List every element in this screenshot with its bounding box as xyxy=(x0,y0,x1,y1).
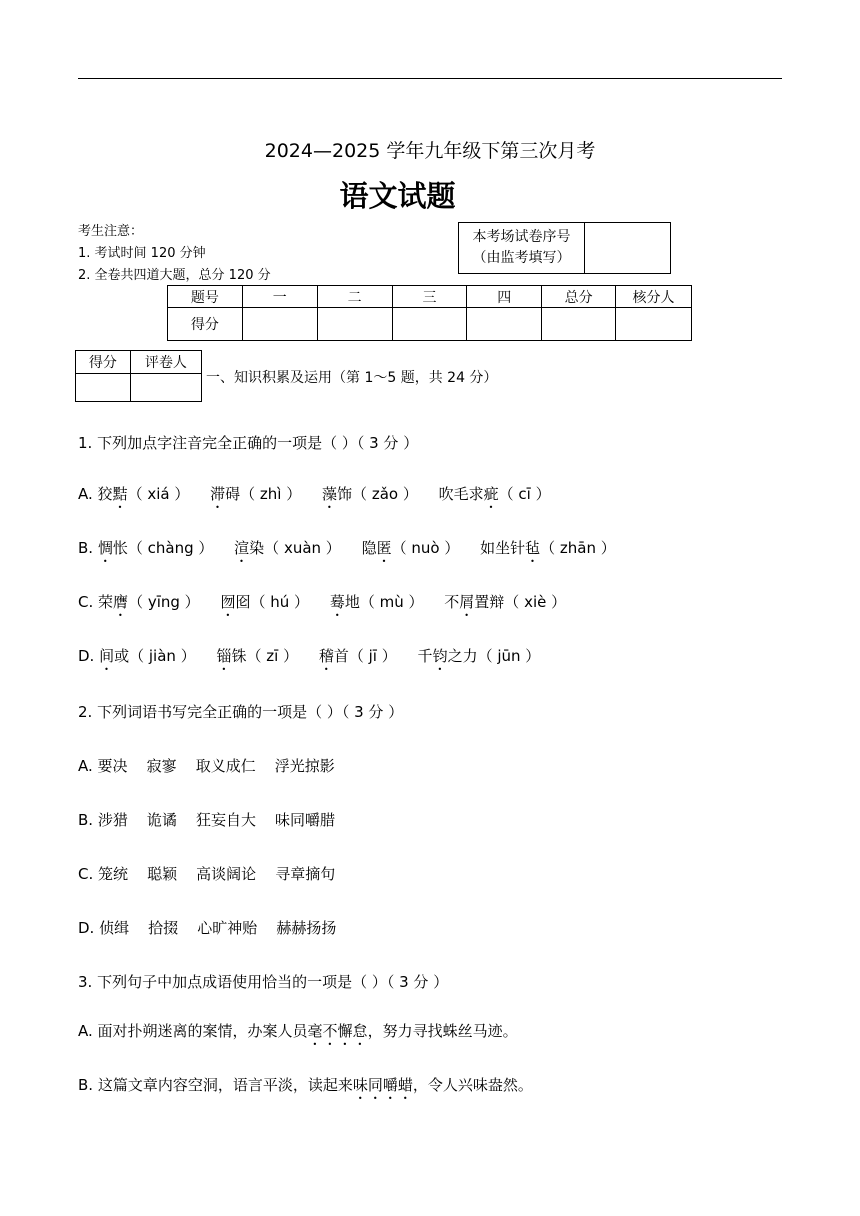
q1d-item: 锱铢（ zī ） xyxy=(216,647,299,665)
q1b-item: 惆怅（ chàng ） xyxy=(97,539,214,557)
question-1-stem: 1. 下列加点字注音完全正确的一项是（ ）（ 3 分 ） xyxy=(78,434,419,452)
exam-title: 语文试题 xyxy=(339,179,456,213)
q1-option-b: B. 惆怅（ chàng ） 渲染（ xuàn ） 隐匿（ nuò ） 如坐针毡（ zhān ） xyxy=(78,539,616,557)
score-header: 四 xyxy=(467,286,542,308)
score-cell[interactable] xyxy=(542,308,616,341)
grader-box xyxy=(75,350,202,402)
score-cell[interactable] xyxy=(467,308,542,341)
q1b-item: 渲染（ xuàn ） xyxy=(234,539,341,557)
score-header: 一 xyxy=(242,286,317,308)
q1-option-a: A. 狡黠（ xiá ） 滞碍（ zhì ） 藻饰（ zǎo ） 吹毛求疵（ cī ） xyxy=(78,485,551,503)
q1b-item: 如坐针毡（ zhān ） xyxy=(480,539,616,557)
score-cell[interactable] xyxy=(242,308,317,341)
q3-option-b: B. 这篇文章内容空洞，语言平淡，读起来味同嚼蜡，令人兴味盎然。 xyxy=(78,1076,533,1094)
score-header: 二 xyxy=(317,286,392,308)
q1a-item: 狡黠（ xiá ） xyxy=(97,485,190,503)
serial-number-box xyxy=(458,222,671,274)
q2-option-b: B. 涉猎 诡谲 狂妄自大 味同嚼腊 xyxy=(78,811,336,829)
q1c-item: 不屑置辩（ xiè ） xyxy=(444,593,567,611)
score-cell[interactable] xyxy=(616,308,692,341)
q1c-item: 蓦地（ mù ） xyxy=(329,593,424,611)
score-table xyxy=(167,285,692,341)
q2-option-a: A. 要决 寂寥 取义成仁 浮光掠影 xyxy=(78,757,335,775)
q1-option-c: C. 荣膺（ yīng ） 囫囵（ hú ） 蓦地（ mù ） 不屑置辩（ xiè ） xyxy=(78,593,567,611)
q1a-item: 滞碍（ zhì ） xyxy=(210,485,302,503)
q2-option-d: D. 侦缉 拾掇 心旷神贻 赫赫扬扬 xyxy=(78,919,337,937)
notice-heading: 考生注意： xyxy=(78,224,144,239)
grader-name-field[interactable] xyxy=(130,374,201,402)
notice-line-2: 2. 全卷共四道大题，总分 120 分 xyxy=(78,268,271,283)
q1a-item: 吹毛求疵（ cī ） xyxy=(438,485,551,503)
q1b-item: 隐匿（ nuò ） xyxy=(361,539,460,557)
notice-line-1: 1. 考试时间 120 分钟 xyxy=(78,246,206,261)
exam-subtitle: 2024—2025 学年九年级下第三次月考 xyxy=(264,140,596,162)
serial-label-2: （由监考填写） xyxy=(472,250,571,266)
score-header: 总分 xyxy=(542,286,616,308)
grader-score-label: 得分 xyxy=(76,351,131,374)
q1a-item: 藻饰（ zǎo ） xyxy=(322,485,418,503)
question-2-stem: 2. 下列词语书写完全正确的一项是（ ）（ 3 分 ） xyxy=(78,703,404,721)
q1c-item: 囫囵（ hú ） xyxy=(220,593,310,611)
score-header: 题号 xyxy=(168,286,243,308)
score-cell[interactable] xyxy=(392,308,467,341)
q2-option-c: C. 笼统 聪颖 高谈阔论 寻章摘句 xyxy=(78,865,336,883)
q1d-item: 间或（ jiàn ） xyxy=(99,647,196,665)
score-row-label: 得分 xyxy=(168,308,243,341)
score-header: 三 xyxy=(392,286,467,308)
header-rule xyxy=(78,78,782,79)
q1-option-d: D. 间或（ jiàn ） 锱铢（ zī ） 稽首（ jī ） 千钧之力（ jūn ） xyxy=(78,647,541,665)
q1c-item: 荣膺（ yīng ） xyxy=(98,593,200,611)
serial-label-1: 本考场试卷序号 xyxy=(472,229,571,245)
score-cell[interactable] xyxy=(317,308,392,341)
question-3-stem: 3. 下列句子中加点成语使用恰当的一项是（ ）（ 3 分 ） xyxy=(78,973,449,991)
q3-option-a: A. 面对扑朔迷离的案情，办案人员毫不懈怠，努力寻找蛛丝马迹。 xyxy=(78,1022,518,1040)
q1d-item: 稽首（ jī ） xyxy=(318,647,397,665)
q1d-item: 千钧之力（ jūn ） xyxy=(417,647,541,665)
serial-number-field[interactable] xyxy=(585,223,671,274)
section-1-title: 一、知识积累及运用（第 1～5 题，共 24 分） xyxy=(206,370,498,386)
grader-name-label: 评卷人 xyxy=(130,351,201,374)
grader-score-field[interactable] xyxy=(76,374,131,402)
score-header: 核分人 xyxy=(616,286,692,308)
